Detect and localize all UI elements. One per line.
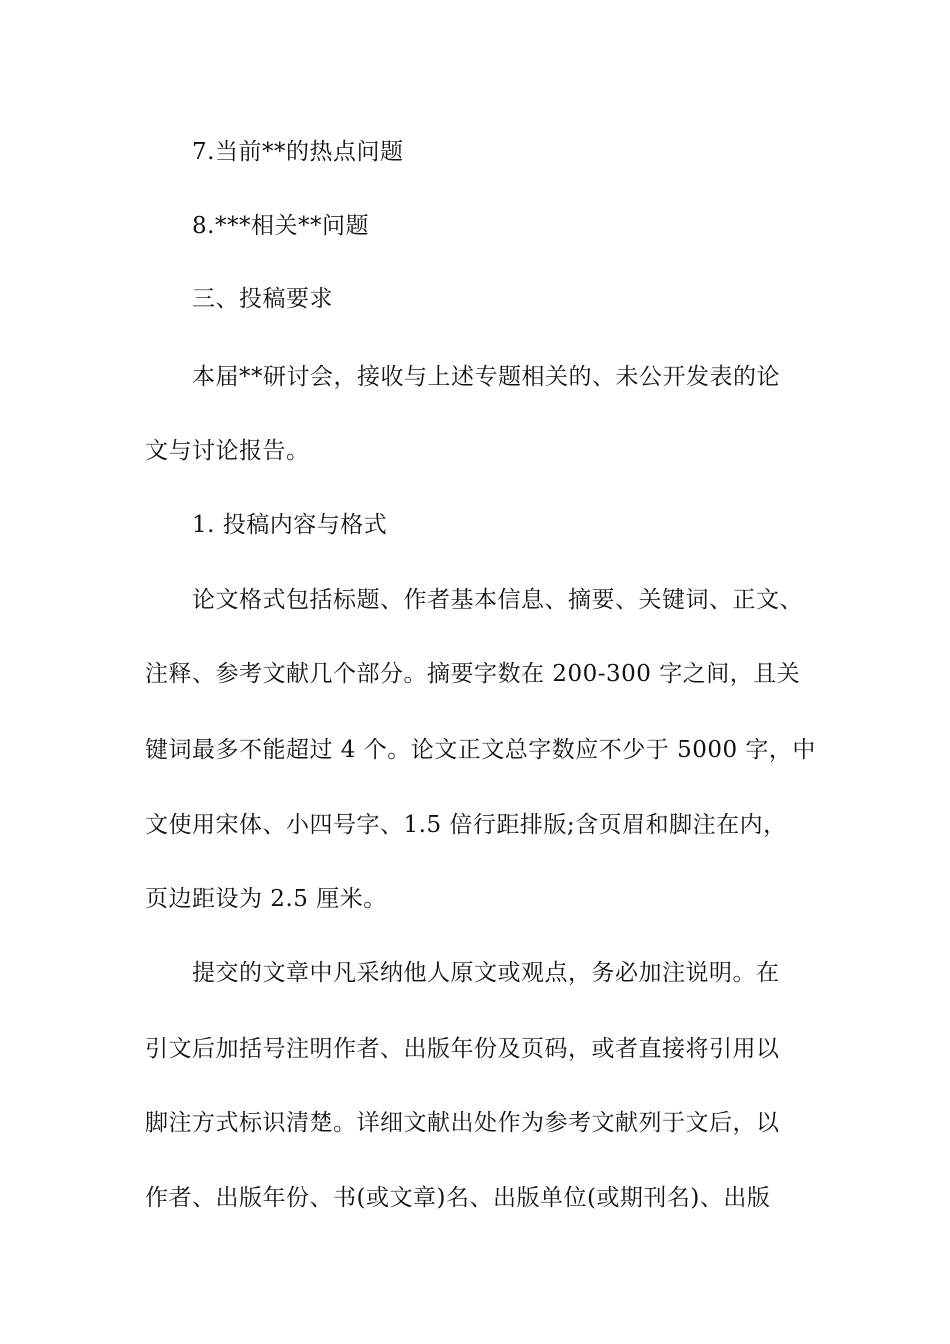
subsection-heading: 1. 投稿内容与格式 — [192, 512, 388, 538]
list-item-8: 8.***相关**问题 — [192, 213, 369, 239]
paragraph-line: 文与讨论报告。 — [145, 438, 310, 464]
paragraph-line: 作者、出版年份、书(或文章)名、出版单位(或期刊名)、出版 — [145, 1185, 771, 1211]
paragraph-line: 论文格式包括标题、作者基本信息、摘要、关键词、正文、 — [192, 587, 803, 613]
paragraph-line: 页边距设为 2.5 厘米。 — [145, 886, 387, 912]
paragraph-line: 脚注方式标识清楚。详细文献出处作为参考文献列于文后，以 — [145, 1110, 780, 1136]
paragraph-line: 提交的文章中凡采纳他人原文或观点，务必加注说明。在 — [192, 960, 780, 986]
paragraph-line: 文使用宋体、小四号字、1.5 倍行距排版;含页眉和脚注在内， — [145, 812, 787, 838]
paragraph-line: 注释、参考文献几个部分。摘要字数在 200-300 字之间，且关 — [145, 661, 801, 687]
paragraph-line: 引文后加括号注明作者、出版年份及页码，或者直接将引用以 — [145, 1036, 780, 1062]
section-heading: 三、投稿要求 — [192, 286, 333, 312]
paragraph-line: 键词最多不能超过 4 个。论文正文总字数应不少于 5000 字，中 — [145, 737, 816, 763]
list-item-7: 7.当前**的热点问题 — [192, 139, 404, 165]
paragraph-line: 本届**研讨会，接收与上述专题相关的、未公开发表的论 — [192, 364, 780, 390]
